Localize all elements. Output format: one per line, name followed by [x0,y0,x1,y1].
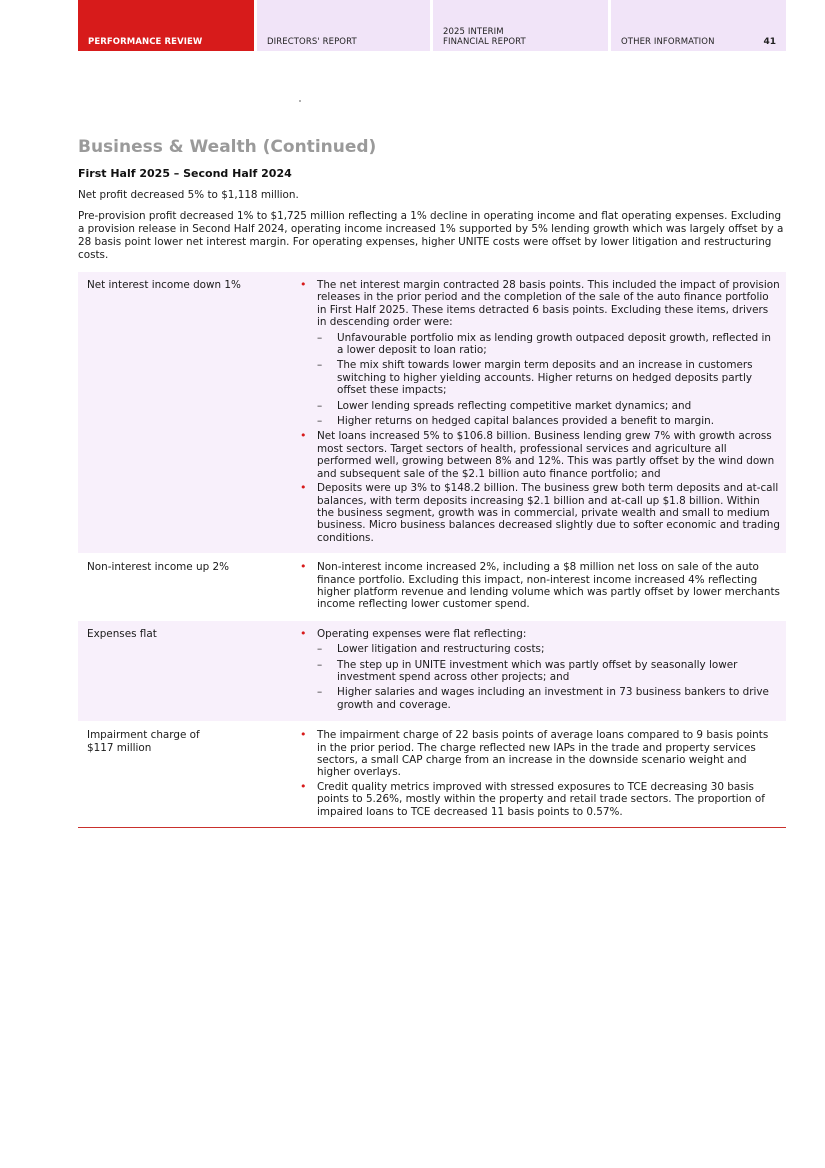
bullet-icon: • [300,429,307,443]
page-number: 41 [763,37,776,47]
sub-item [297,359,780,396]
sub-item [297,643,780,655]
dash-icon: – [317,643,323,656]
table-row [78,272,786,553]
dash-icon: – [317,359,323,372]
dash-icon: – [317,658,323,671]
sub-item [297,659,780,684]
bullet-icon: • [300,779,307,793]
row-label [78,729,297,820]
dash-icon: – [317,415,323,428]
sub-text: Lower litigation and restructuring costs; [337,643,545,656]
row-label: Non-interest income up 2% [87,561,229,574]
sub-item [297,686,780,711]
drivers-table [78,272,786,828]
bullet-icon: • [300,626,307,640]
bullet-text: Deposits were up 3% to $148.2 billion. The business grew both term deposits and at-call balances, with term deposits increasing $2.1 billion and at-call up $1.8 billion. Within the business segment, growth was in commercial, private wealth and small to medium business. Micro business balances decreased slightly due to softer economic and trading conditions. [317,482,780,544]
table-row [78,620,786,721]
tab-label: PERFORMANCE REVIEW [88,37,203,47]
main-content [78,136,786,828]
row-body [297,279,786,546]
bullet-item [297,781,780,818]
bullet-text: Credit quality metrics improved with stressed exposures to TCE decreasing 30 basis points to 5.26%, mostly within the property and retail trade sectors. The proportion of impaired loans to TCE decreased 11 basis points to 0.57%. [317,780,765,818]
bullet-icon: • [300,728,307,742]
net-profit-paragraph: Net profit decreased 5% to $1,118 million. [78,189,299,201]
bullet-item [297,430,780,480]
bullet-item [297,561,780,611]
bullet-item [297,628,780,640]
sub-item [297,400,780,412]
row-label-line2: $117 million [87,742,152,755]
row-label: Net interest income down 1% [87,279,241,291]
bullet-item [297,279,780,329]
dash-icon: – [317,399,323,412]
sub-text: Higher returns on hedged capital balances provided a benefit to margin. [337,415,715,428]
tab-directors-report[interactable] [257,0,430,51]
bullet-text: The net interest margin contracted 28 basis points. This included the impact of provision releases in the prior period and the completion of the sale of the auto finance portfolio in First Half 2025. These items detracted 6 basis points. Excluding these items, drivers in descending order were: [317,279,780,329]
tab-performance-review[interactable] [78,0,254,51]
bullet-text: Operating expenses were flat reflecting: [317,627,527,640]
period-subheading: First Half 2025 – Second Half 2024 [78,167,292,180]
section-title: Business & Wealth (Continued) [78,137,377,157]
tab-label: DIRECTORS' REPORT [267,37,357,47]
tab-label: OTHER INFORMATION [621,37,715,47]
sub-text: Lower lending spreads reflecting competitive market dynamics; and [337,399,692,412]
pre-provision-paragraph: Pre-provision profit decreased 1% to $1,725 million reflecting a 1% decline in operating income and flat operating expenses. Excluding a provision release in Second Half 2024, operating income increased 1% supported by 5% lending growth which was largely offset by a 28 basis point lower net interest margin. For operating expenses, higher UNITE costs were offset by lower litigation and restructuring costs. [78,210,784,261]
tab-label-line2: FINANCIAL REPORT [443,37,526,47]
row-label: Expenses flat [87,627,157,640]
bullet-item [297,729,780,779]
tab-label-line1: 2025 INTERIM [443,27,504,37]
bullet-item [297,482,780,544]
sub-text: The step up in UNITE investment which was partly offset by seasonally lower investment spend across other projects; and [337,658,738,683]
row-body [297,729,786,820]
bullet-text: Non-interest income increased 2%, including a $8 million net loss on sale of the auto finance portfolio. Excluding this impact, non-interest income increased 4% reflecting higher platform revenue and lending volume which was partly offset by lower merchants income reflecting lower customer spend. [317,561,780,611]
stray-dot [299,100,301,102]
sub-text: Unfavourable portfolio mix as lending growth outpaced deposit growth, reflected in a lower deposit to loan ratio; [337,331,771,357]
bullet-text: The impairment charge of 22 basis points of average loans compared to 9 basis points in the prior period. The charge reflected new IAPs in the trade and property services sectors, a small CAP charge from an increase in the downside scenario weight and higher overlays. [317,729,769,779]
tab-other-information[interactable] [611,0,786,51]
row-label-line1: Impairment charge of [87,729,200,742]
sub-item [297,332,780,357]
table-row [78,721,786,827]
table-row [78,553,786,620]
dash-icon: – [317,686,323,699]
sub-text: The mix shift towards lower margin term deposits and an increase in customers switching to higher yielding accounts. Higher returns on hedged deposits partly offset these impacts; [337,359,753,397]
bullet-icon: • [300,560,307,574]
row-body [297,628,786,714]
bullet-icon: • [300,278,307,291]
top-navigation [78,0,786,51]
bullet-text: Net loans increased 5% to $106.8 billion. Business lending grew 7% with growth across most sectors. Target sectors of health, professional services and agriculture all performed well, growing between 8% and 12%. This was partly offset by the wind down and subsequent sale of the $2.1 billion auto finance portfolio; and [317,430,775,480]
sub-text: Higher salaries and wages including an investment in 73 business bankers to drive growth and coverage. [337,686,769,711]
bullet-icon: • [300,481,307,495]
sub-item [297,415,780,427]
dash-icon: – [317,331,323,344]
tab-interim-financial-report[interactable] [433,0,608,51]
row-body [297,561,786,613]
tab-label [443,27,526,47]
